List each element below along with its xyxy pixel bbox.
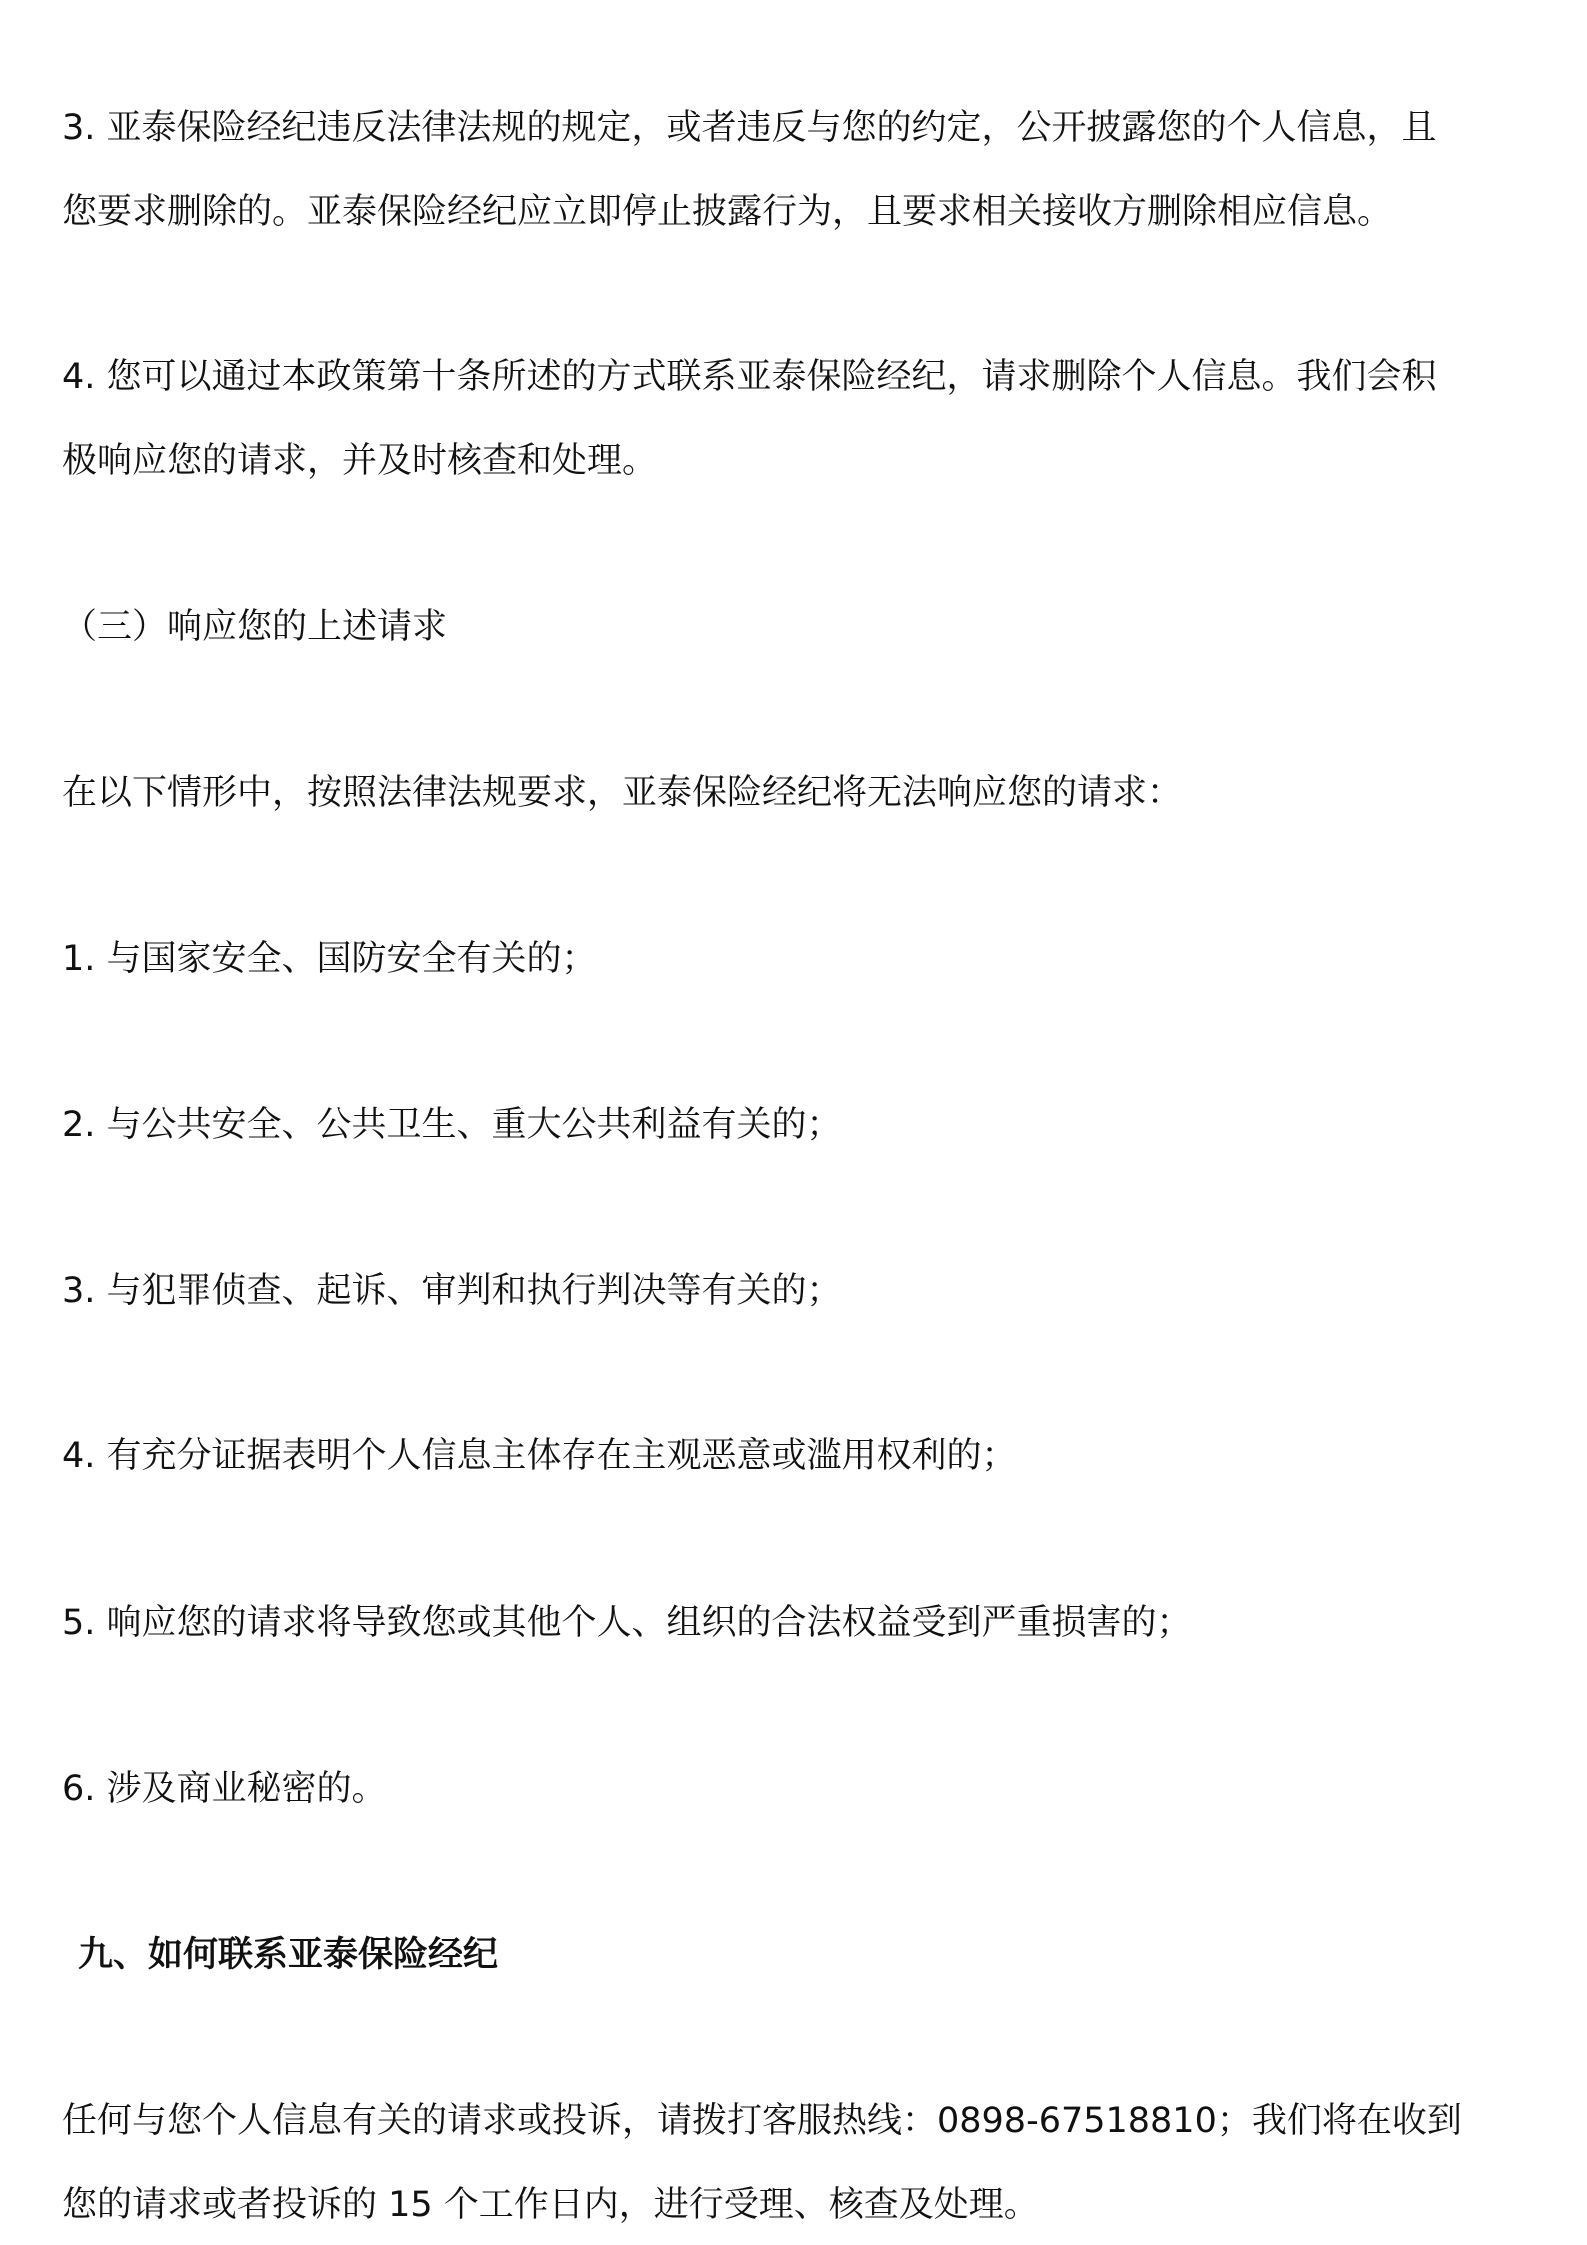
list-item-1: 1. 与国家安全、国防安全有关的； xyxy=(62,939,597,979)
contact-line-1: 任何与您个人信息有关的请求或投诉，请拨打客服热线：0898-67518810；我们将在收到 xyxy=(62,2101,1462,2141)
paragraph-line-2: 您要求删除的。亚泰保险经纪应立即停止披露行为，且要求相关接收方删除相应信息。 xyxy=(62,192,1393,232)
list-item-3: 3. 与犯罪侦查、起诉、审判和执行判决等有关的； xyxy=(62,1271,842,1311)
section-subtitle: （三）响应您的上述请求 xyxy=(62,607,448,647)
list-item-5: 5. 响应您的请求将导致您或其他个人、组织的合法权益受到严重损害的； xyxy=(62,1603,1192,1643)
list-item-4: 4. 有充分证据表明个人信息主体存在主观恶意或滥用权利的； xyxy=(62,1436,1017,1476)
intro-line: 在以下情形中，按照法律法规要求，亚泰保险经纪将无法响应您的请求： xyxy=(62,773,1183,813)
list-item-2: 2. 与公共安全、公共卫生、重大公共利益有关的； xyxy=(62,1105,842,1145)
paragraph-line-3: 4. 您可以通过本政策第十条所述的方式联系亚泰保险经纪，请求删除个人信息。我们会积 xyxy=(62,357,1437,397)
list-item-6: 6. 涉及商业秘密的。 xyxy=(62,1769,387,1809)
contact-line-2: 您的请求或者投诉的 15 个工作日内，进行受理、核查及处理。 xyxy=(62,2185,1039,2225)
paragraph-line-4: 极响应您的请求，并及时核查和处理。 xyxy=(62,441,658,481)
section-heading: 九、如何联系亚泰保险经纪 xyxy=(78,1935,499,1975)
paragraph-line-1: 3. 亚泰保险经纪违反法律法规的规定，或者违反与您的约定，公开披露您的个人信息，且 xyxy=(62,108,1437,148)
